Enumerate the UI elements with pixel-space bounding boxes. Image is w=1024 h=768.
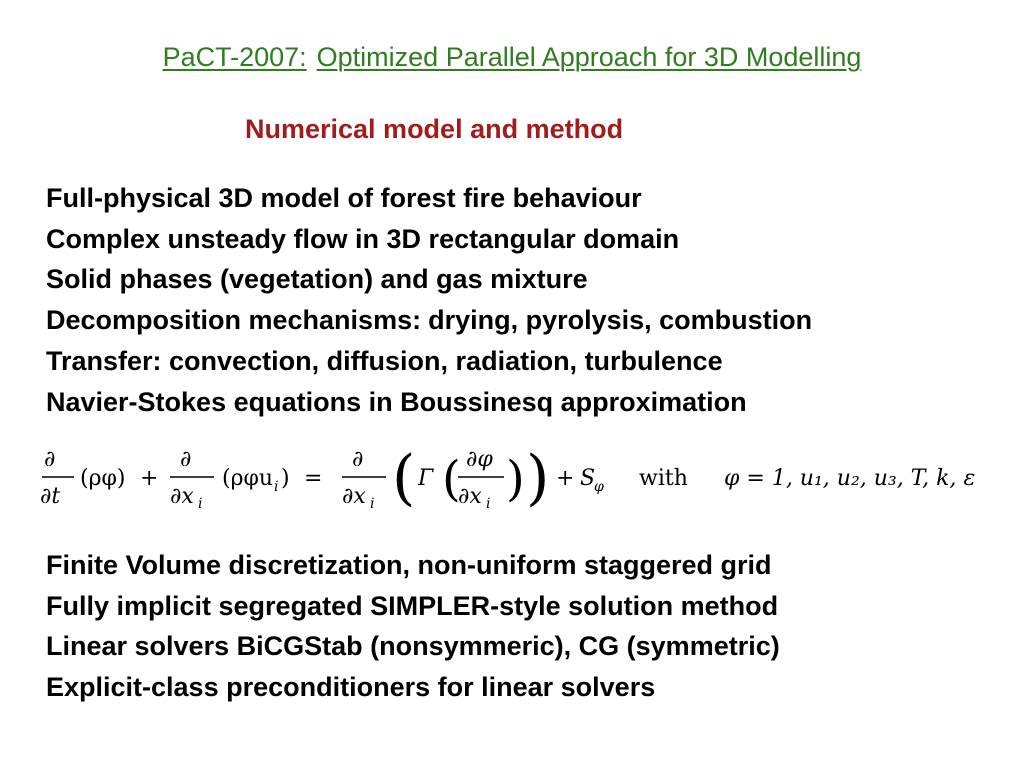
svg-text:): ) <box>281 466 290 491</box>
svg-text:∂φ: ∂φ <box>466 447 493 472</box>
slide-header <box>0 42 1024 73</box>
svg-text:(: ( <box>442 451 461 507</box>
model-point: Navier-Stokes equations in Boussinesq approximation <box>46 386 747 417</box>
convection-term <box>170 447 290 512</box>
plus-sign: + <box>140 466 159 491</box>
method-point: Explicit-class preconditioners for linear solvers <box>46 672 656 703</box>
svg-text:i: i <box>486 496 491 512</box>
model-point-value: drying, pyrolysis, combustion <box>428 305 813 336</box>
svg-text:): ) <box>526 443 550 513</box>
svg-text:i: i <box>274 479 279 495</box>
equals-sign: = <box>304 466 323 491</box>
svg-text:∂x: ∂x <box>342 484 366 509</box>
svg-text:(: ( <box>392 443 416 513</box>
model-point: Full-physical 3D model of forest fire behaviour <box>46 183 642 213</box>
diffusion-term <box>342 443 549 513</box>
transport-equation-formula <box>34 440 1014 524</box>
svg-text:∂: ∂ <box>352 447 364 472</box>
svg-text:i: i <box>198 496 203 512</box>
model-point: Solid phases (vegetation) and gas mixture <box>46 264 588 295</box>
section-title: Numerical model and method <box>245 114 624 144</box>
method-point: Fully implicit segregated SIMPLER-style solution method <box>46 590 779 621</box>
source-term <box>580 466 604 495</box>
model-point-label: Decomposition mechanisms: <box>46 305 422 336</box>
svg-text:∂x: ∂x <box>170 484 194 509</box>
conference-link[interactable]: PaCT-2007: <box>162 42 307 72</box>
with-word: with <box>639 466 688 491</box>
svg-text:): ) <box>506 451 525 507</box>
svg-text:∂: ∂ <box>180 447 192 472</box>
method-points-list <box>46 545 780 708</box>
svg-text:∂t: ∂t <box>40 484 61 509</box>
svg-text:i: i <box>370 496 375 512</box>
model-point: Transfer: convection, diffusion, radiation, turbulence <box>46 345 723 376</box>
transport-equation <box>34 440 1014 524</box>
svg-text:∂x: ∂x <box>458 484 482 509</box>
svg-text:Γ: Γ <box>418 466 434 491</box>
svg-text:(ρφ): (ρφ) <box>80 466 126 491</box>
paper-title-link[interactable]: Optimized Parallel Approach for 3D Modelling <box>316 42 862 72</box>
model-point: Complex unsteady flow in 3D rectangular domain <box>46 223 680 254</box>
variable-list: φ = 1, u₁, u₂, u₃, T, k, ε <box>724 466 976 491</box>
method-point: Linear solvers BiCGStab (nonsymmeric), CG (symmetric) <box>46 631 780 662</box>
time-derivative-term <box>40 447 126 509</box>
svg-text:S: S <box>580 466 596 491</box>
svg-text:φ: φ <box>594 479 604 495</box>
svg-text:∂: ∂ <box>44 447 56 472</box>
method-point: Finite Volume discretization, non-uniform staggered grid <box>46 550 772 580</box>
svg-text:(ρφu: (ρφu <box>222 466 274 491</box>
model-points-list <box>46 178 812 422</box>
plus-sign: + <box>556 466 575 491</box>
model-point <box>46 300 812 341</box>
